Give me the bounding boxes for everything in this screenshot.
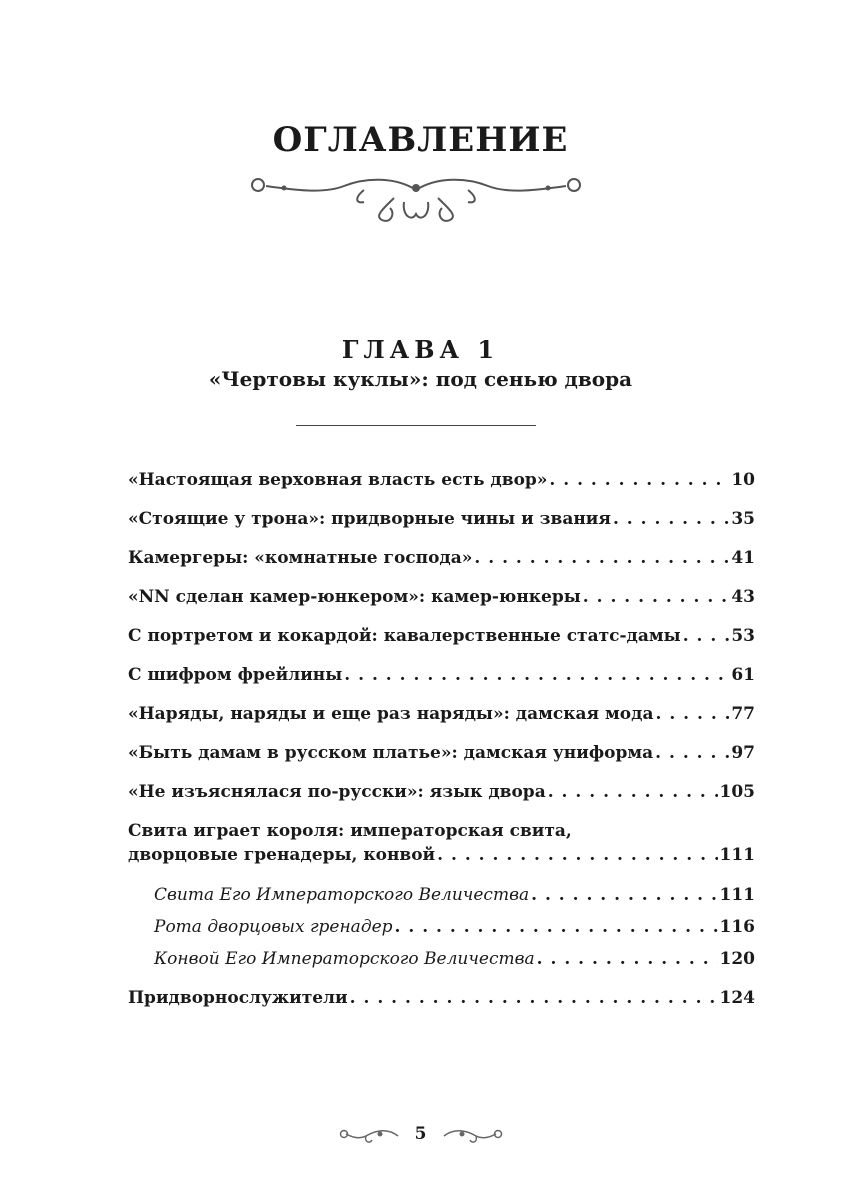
toc-entry[interactable]: [128, 507, 755, 531]
toc-entry-title: «Настоящая верховная власть есть двор»: [128, 470, 548, 490]
toc-entry[interactable]: [128, 843, 755, 867]
toc-leader: [683, 624, 730, 648]
toc-entry-title: Придворнослужители: [128, 988, 348, 1008]
toc-entry[interactable]: [128, 986, 755, 1010]
toc-leader: [531, 883, 717, 907]
toc-leader: [613, 507, 729, 531]
toc-entry-title: «NN сделан камер-юнкером»: камер-юнкеры: [128, 587, 581, 607]
toc-entry[interactable]: [128, 585, 755, 609]
toc-leader: [437, 843, 717, 867]
toc-leader: [350, 986, 718, 1010]
divider: [296, 425, 536, 426]
toc-entry-title: дворцовые гренадеры, конвой: [128, 845, 436, 865]
toc-entry-page: 105: [719, 782, 755, 802]
toc-entry-title: Камергеры: «комнатные господа»: [128, 548, 473, 568]
toc-leader: [395, 915, 718, 939]
toc-leader: [344, 663, 729, 687]
toc-entry-page: 120: [719, 949, 755, 969]
page-number: 5: [414, 1124, 427, 1144]
toc-entry-page: 124: [719, 988, 755, 1008]
toc-entry-title: «Не изъяснялася по-русски»: язык двора: [128, 782, 546, 802]
toc-entry-title: Свита Его Императорского Величества: [154, 885, 530, 905]
toc-entry-title: Рота дворцовых гренадер: [154, 917, 393, 937]
toc-entry-title-line1: Свита играет короля: императорская свита,: [128, 821, 572, 841]
toc-entry-title: «Быть дамам в русском платье»: дамская униформа: [128, 743, 654, 763]
toc-leader: [549, 468, 729, 492]
toc-entry-title: «Стоящие у трона»: придворные чины и звания: [128, 509, 611, 529]
toc-entry[interactable]: [128, 741, 755, 765]
toc-entry-page: 111: [719, 845, 755, 865]
toc-entry[interactable]: [128, 624, 755, 648]
toc-entry[interactable]: [128, 780, 755, 804]
toc-entry-page: 61: [731, 665, 755, 685]
toc-subentry[interactable]: [154, 915, 755, 939]
toc-leader: [583, 585, 730, 609]
toc-entry[interactable]: [128, 546, 755, 570]
toc-entry-page: 43: [731, 587, 755, 607]
toc-entry[interactable]: [128, 702, 755, 726]
toc-entry-title: С портретом и кокардой: кавалерственные статс-дамы: [128, 626, 681, 646]
toc-entry-page: 77: [731, 704, 755, 724]
toc-entry[interactable]: [128, 468, 755, 492]
toc-subentry[interactable]: [154, 883, 755, 907]
toc-leader: [537, 947, 718, 971]
page-title: ОГЛАВЛЕНИЕ: [272, 120, 569, 160]
toc-entry[interactable]: [128, 663, 755, 687]
toc-leader: [548, 780, 718, 804]
toc-leader: [474, 546, 729, 570]
toc-entry-page: 97: [731, 743, 755, 763]
toc-entry-title: Конвой Его Императорского Величества: [154, 949, 535, 969]
toc-entry-page: 116: [719, 917, 755, 937]
toc-leader: [655, 702, 729, 726]
toc-leader: [655, 741, 729, 765]
toc-entry-page: 41: [731, 548, 755, 568]
toc-entry-page: 53: [731, 626, 755, 646]
toc-entry-title: «Наряды, наряды и еще раз наряды»: дамская мода: [128, 704, 654, 724]
flourish-ornament-icon: [244, 168, 588, 228]
toc-entry-page: 10: [731, 470, 755, 490]
toc-entry-page: 35: [731, 509, 755, 529]
toc-entry-page: 111: [719, 885, 755, 905]
toc-entry-title: С шифром фрейлины: [128, 665, 343, 685]
toc-subentry[interactable]: [154, 947, 755, 971]
chapter-title: «Чертовы куклы»: под сенью двора: [208, 367, 633, 391]
chapter-number: ГЛАВА 1: [341, 335, 500, 364]
